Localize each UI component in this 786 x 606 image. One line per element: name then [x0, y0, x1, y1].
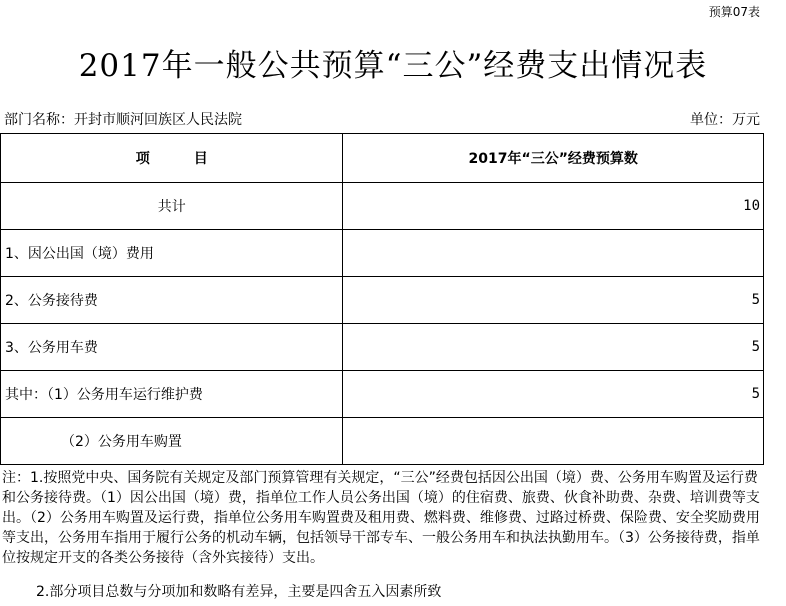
row-label: 其中：（1）公务用车运行维护费	[1, 371, 343, 418]
table-header-row	[1, 134, 764, 183]
table-row-vehicle-purchase	[1, 418, 764, 465]
row-label: （2）公务用车购置	[1, 418, 343, 465]
table-row-reception	[1, 277, 764, 324]
row-label: 2、公务接待费	[1, 277, 343, 324]
row-value: 5	[343, 324, 764, 371]
budget-table	[0, 133, 764, 465]
column-header-item-part1: 项	[135, 151, 150, 167]
row-value	[343, 230, 764, 277]
footnote-2: 2.部分项目总数与分项加和数略有差异，主要是四舍五入因素所致	[36, 584, 442, 600]
table-row-vehicle-operation	[1, 371, 764, 418]
column-header-item	[1, 134, 343, 183]
unit-label: 单位：万元	[690, 112, 760, 128]
row-value: 5	[343, 277, 764, 324]
department-name: 部门名称：开封市顺河回族区人民法院	[4, 112, 242, 128]
row-label: 3、公务用车费	[1, 324, 343, 371]
table-row-overseas	[1, 230, 764, 277]
row-label: 1、因公出国（境）费用	[1, 230, 343, 277]
row-value: 5	[343, 371, 764, 418]
row-label: 共计	[1, 183, 343, 230]
table-row-vehicle	[1, 324, 764, 371]
table-row-total	[1, 183, 764, 230]
row-value: 10	[343, 183, 764, 230]
footnote-1: 注：1.按照党中央、国务院有关规定及部门预算管理有关规定，“三公”经费包括因公出国（境）费、公务用车购置及运行费和公务接待费。（1）因公出国（境）费，指单位工作人员公务出国（境）的住宿费、旅费、伙食补助费、杂费、培训费等支出。（2）公务用车购置及运行费，指单位公务用车购置费及租用费、燃料费、维修费、过路过桥费、保险费、安全奖励费用等支出，公务用车指用于履行公务的机动车辆，包括领导干部专车、一般公务用车和执法执勤用车。（3）公务接待费，指单位按规定开支的各类公务接待（含外宾接待）支出。	[2, 470, 760, 566]
form-code: 预算07表	[708, 5, 760, 19]
column-header-item-part2: 目	[193, 151, 208, 167]
row-value	[343, 418, 764, 465]
page-title: 2017年一般公共预算“三公”经费支出情况表	[78, 48, 708, 84]
column-header-amount: 2017年“三公”经费预算数	[343, 134, 764, 183]
